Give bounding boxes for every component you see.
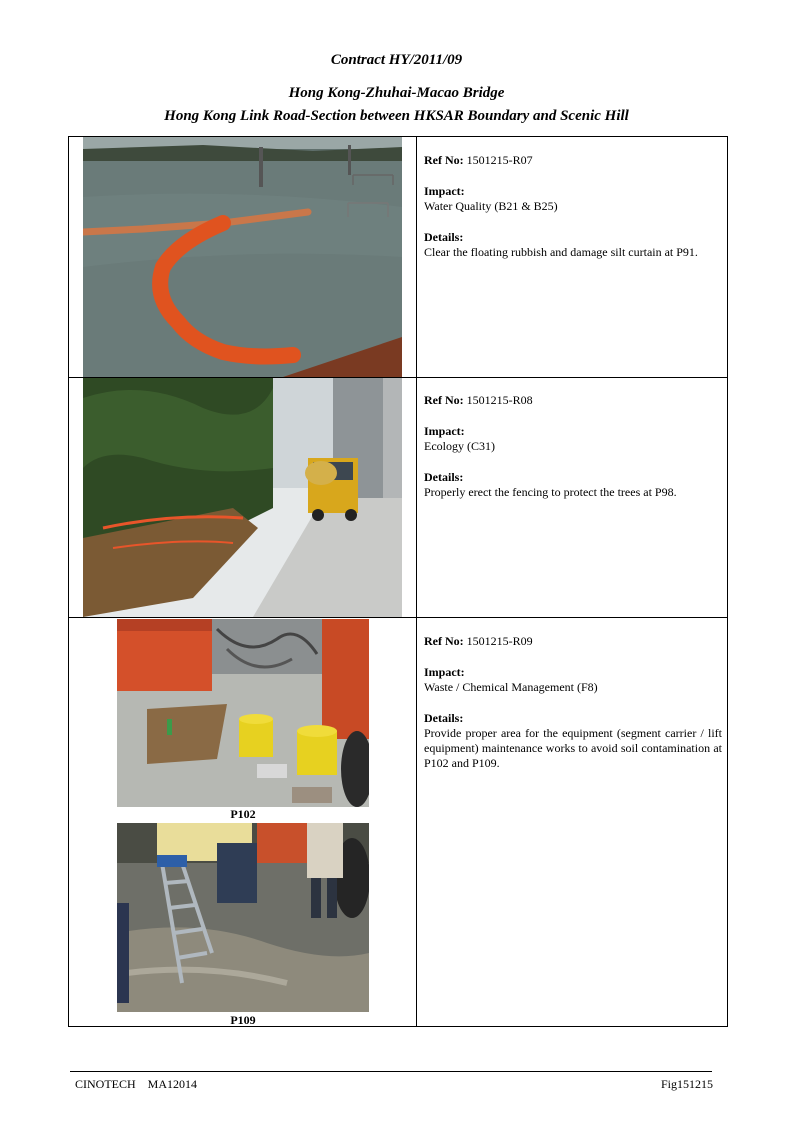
details-label: Details: [424, 470, 464, 484]
photo-silt-curtain [83, 137, 402, 377]
photo-p102 [117, 619, 369, 807]
section-title: Hong Kong Link Road-Section between HKSAR Boundary and Scenic Hill [164, 108, 629, 124]
impact-value: Water Quality (B21 & B25) [424, 199, 558, 213]
ref-label: Ref No: [424, 393, 464, 407]
ref-number: 1501215-R08 [466, 393, 533, 407]
ref-number: 1501215-R09 [466, 634, 533, 648]
ref-label: Ref No: [424, 153, 464, 167]
observation-table [68, 136, 728, 1027]
details-text: Clear the floating rubbish and damage silt curtain at P91. [424, 245, 698, 259]
project-title: Hong Kong-Zhuhai-Macao Bridge [288, 85, 505, 101]
details-text: Properly erect the fencing to protect the trees at P98. [424, 485, 677, 499]
row-divider [69, 617, 727, 618]
impact-value: Waste / Chemical Management (F8) [424, 680, 598, 694]
footer-rule [70, 1071, 712, 1072]
observation-info-2 [424, 393, 722, 516]
details-text: Provide proper area for the equipment (segment carrier / lift equipment) maintenance works to avoid soil contamination at P102 and P109. [424, 726, 722, 770]
footer-right: Fig151215 [660, 1077, 713, 1091]
observation-info-3 [424, 634, 722, 787]
contract-title: Contract HY/2011/09 [330, 52, 463, 68]
ref-number: 1501215-R07 [466, 153, 533, 167]
observation-info-1 [424, 153, 722, 276]
column-divider [416, 137, 417, 1026]
impact-label: Impact: [424, 665, 465, 679]
details-label: Details: [424, 230, 464, 244]
photo-trees-fencing [83, 378, 402, 617]
impact-label: Impact: [424, 184, 465, 198]
caption-p102: P102 [230, 807, 256, 821]
impact-value: Ecology (C31) [424, 439, 495, 453]
impact-label: Impact: [424, 424, 465, 438]
details-label: Details: [424, 711, 464, 725]
ref-label: Ref No: [424, 634, 464, 648]
footer-left: CINOTECH MA12014 [75, 1077, 197, 1091]
photo-p109 [117, 823, 369, 1012]
caption-p109: P109 [230, 1013, 256, 1027]
